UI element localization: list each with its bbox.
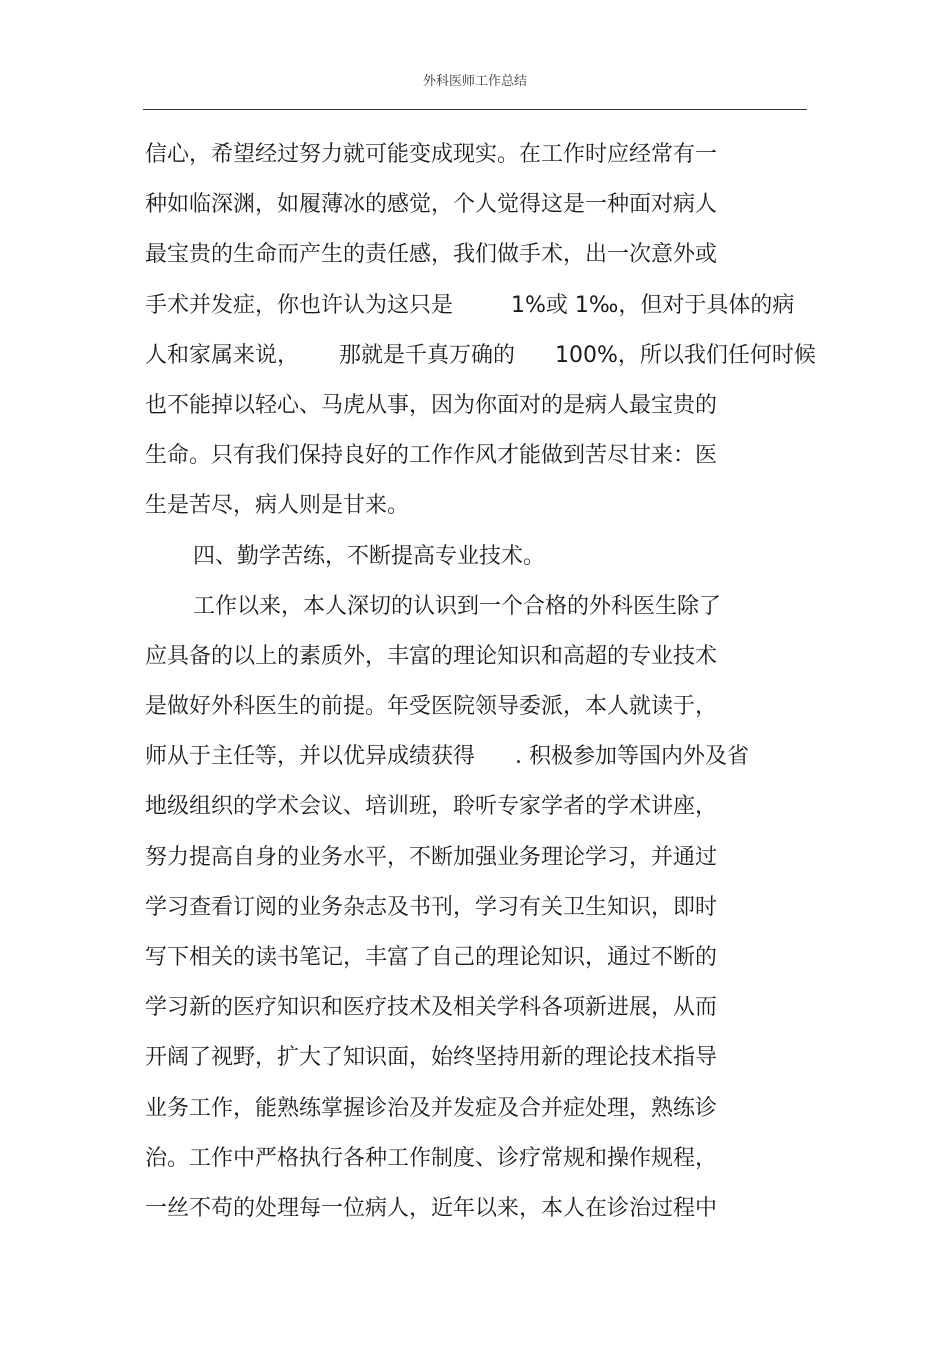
text-line: 业务工作，能熟练掌握诊治及并发症及合并症处理，熟练诊: [145, 1095, 718, 1121]
text-line: 努力提高自身的业务水平，不断加强业务理论学习，并通过: [145, 844, 718, 870]
text-line: [145, 288, 805, 338]
text-segment: 手术并发症，你也许认为这只是: [145, 292, 454, 318]
text-line: 地级组织的学术会议、培训班，聆听专家学者的学术讲座，: [145, 794, 718, 820]
text-line: 写下相关的读书笔记，丰富了自己的理论知识，通过不断的: [145, 945, 718, 970]
text-line: 生是苦尽，病人则是甘来。: [145, 493, 410, 519]
text-line: 生命。只有我们保持良好的工作作风才能做到苦尽甘来：医: [145, 443, 718, 469]
text-line: 种如临深渊，如履薄冰的感觉，个人觉得这是一种面对病人: [145, 192, 718, 218]
text-line: 应具备的以上的素质外，丰富的理论知识和高超的专业技术: [145, 643, 718, 669]
text-line: 开阔了视野，扩大了知识面，始终坚持用新的理论技术指导: [145, 1045, 718, 1071]
paragraph-start: 工作以来，本人深切的认识到一个合格的外科医生除了: [193, 593, 722, 619]
text-line: 是做好外科医生的前提。年受医院领导委派，本人就读于，: [145, 694, 718, 720]
text-line: 学习查看订阅的业务杂志及书刊，学习有关卫生知识，即时: [145, 894, 718, 920]
document-body: [145, 137, 816, 1241]
text-segment: 100%，所以我们任何时候: [555, 342, 816, 368]
text-segment: 那就是千真万确的: [339, 342, 516, 368]
text-segment: 1%或 1‰，但对于具体的病: [511, 292, 795, 318]
text-line: 信心，希望经过努力就可能变成现实。在工作时应经常有一: [145, 142, 718, 167]
text-line: 治。工作中严格执行各种工作制度、诊疗常规和操作规程，: [145, 1145, 718, 1171]
text-segment: . 积极参加等国内外及省: [515, 744, 750, 770]
text-line: 一丝不苟的处理每一位病人，近年以来，本人在诊治过程中: [145, 1195, 718, 1221]
page-header-title: 外科医师工作总结: [422, 74, 527, 89]
text-segment: 人和家属来说，: [145, 342, 300, 368]
text-segment: 师从于主任等，并以优异成绩获得: [145, 744, 476, 770]
text-line: [145, 338, 816, 388]
text-line: 学习新的医疗知识和医疗技术及相关学科各项新进展，从而: [145, 995, 718, 1021]
section-heading: 四、勤学苦练，不断提高专业技术。: [193, 543, 546, 569]
text-line: 也不能掉以轻心、马虎从事，因为你面对的是病人最宝贵的: [145, 392, 718, 418]
header-divider: [143, 109, 807, 110]
text-line: [145, 739, 805, 789]
text-line: 最宝贵的生命而产生的责任感，我们做手术，出一次意外或: [145, 242, 718, 268]
